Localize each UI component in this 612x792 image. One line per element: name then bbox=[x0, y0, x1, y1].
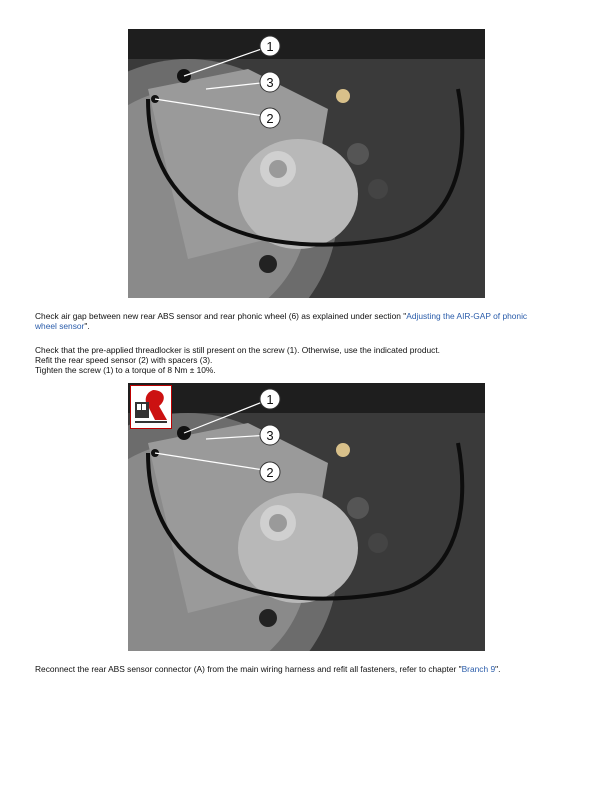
instruction-line-3: Tighten the screw (1) to a torque of 8 Nm ± 10%. bbox=[35, 365, 216, 375]
callout-3: 3 bbox=[266, 428, 274, 443]
callout-2: 2 bbox=[266, 111, 274, 126]
refit-instructions bbox=[35, 345, 580, 375]
instruction-line-2: Refit the rear speed sensor (2) with spacers (3). bbox=[35, 355, 213, 365]
figure-1-photo bbox=[128, 29, 485, 298]
para1-text: Check air gap between new rear ABS sensor and rear phonic wheel (6) as explained under section " bbox=[35, 311, 407, 321]
brake-caliper-illustration bbox=[128, 29, 485, 298]
figure-2-photo bbox=[128, 383, 485, 651]
instruction-line-1: Check that the pre-applied threadlocker is still present on the screw (1). Otherwise, use the indicated product. bbox=[35, 345, 440, 355]
reconnect-instruction bbox=[35, 664, 580, 674]
para1-end: ". bbox=[84, 321, 90, 331]
air-gap-link-cont[interactable]: wheel sensor bbox=[35, 321, 85, 331]
air-gap-link[interactable]: Adjusting the AIR-GAP of phonic bbox=[406, 311, 528, 321]
brake-caliper-illustration bbox=[128, 383, 485, 651]
callout-1: 1 bbox=[266, 392, 274, 407]
callout-1: 1 bbox=[266, 39, 274, 54]
branch-9-link[interactable]: Branch 9 bbox=[461, 664, 496, 674]
para3-end: ". bbox=[495, 664, 501, 674]
callout-2: 2 bbox=[266, 465, 274, 480]
threadlocker-warning-icon bbox=[130, 385, 172, 429]
para3-text: Reconnect the rear ABS sensor connector (A) from the main wiring harness and refit all fasteners, refer to chapter " bbox=[35, 664, 462, 674]
air-gap-instruction bbox=[35, 311, 580, 331]
callout-3: 3 bbox=[266, 75, 274, 90]
